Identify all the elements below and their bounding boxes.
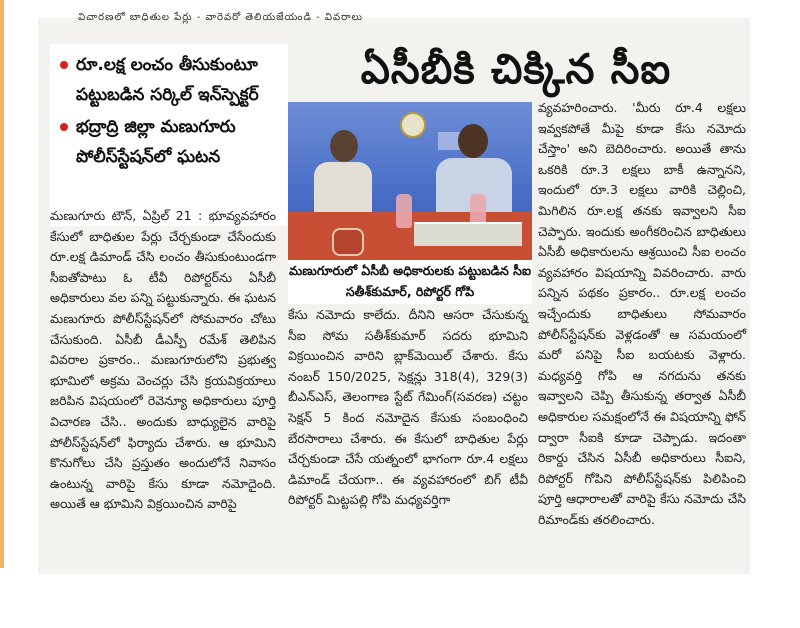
emblem-icon <box>400 112 426 138</box>
bullet-icon <box>60 61 68 69</box>
news-photo <box>288 102 532 260</box>
evidence-item <box>332 228 364 256</box>
article-column-3: వ్యవహరించారు. 'మీరు రూ.4 లక్షలు ఇవ్వకపోతే మీపై కూడా కేసు నమోదు చేస్తాం' అని బెదిరించారు. అయితే తాను ఒకరికి రూ.3 లక్షలు బాకీ ఉన్నానని, ఇందులో రూ.3 లక్షలు వారికి చెల్లించి, మిగిలిన రూ.లక్ష తనకు ఇవ్వాలని సీఐ చెప్పారు. ఇందుకు అంగీకరించిన బాధితులు ఏసీబీ అధికారులను ఆశ్రయించి సీఐ లంచం వ్యవహారం విషయాన్ని వివరించారు. వారు పన్నిన పథకం ప్రకారం.. రూ.లక్ష లంచం ఇచ్చేందుకు బాధితులు సోమవారం పోలీస్‌స్టేషన్‌కు వెళ్లడంతో ఆ సమయంలో మరో పనిపై సీఐ బయటకు వెళ్లారు. మధ్యవర్తి గోపి ఆ నగదును తనకు ఇవ్వాలని చెప్పి తీసుకున్న తర్వాత ఏసీబీ అధికారుల సమక్షంలోనే ఈ విషయాన్ని ఫోన్ ద్వారా సీఐకి కూడా చెప్పాడు. ఇదంతా రికార్డు చేసిన ఏసీబీ అధికారులు సీఐని, రిపోర్టర్ గోపిని పోలీస్‌స్టేషన్‌కు పిలిపించి పూర్తి ఆధారాలతో వారిపై కేసు నమోదు చేసి రిమాండ్‌కు తరలించారు. <box>538 100 746 527</box>
photo-caption: మణుగూరులో ఏసీబీ అధికారులకు పట్టుబడిన సీఐ సతీశ్‌కుమార్, రిపోర్టర్ గోపి <box>288 260 532 304</box>
article-column-1: మణుగూరు టౌన్, ఏప్రిల్ 21 : భూవ్యవహారం కేసులో బాధితుల పేర్లు చేర్చకుండా చేసేందుకు రూ.లక్ష డిమాండ్ చేసి లంచం తీసుకుంటుండగా సీఐతోపాటు ఓ టీవీ రిపోర్టర్‌ను ఏసీబీ అధికారులు వల పన్ని పట్టుకున్నారు. ఈ ఘటన మణుగూరు పోలీస్‌స్టేషన్‌లో సోమవారం చోటు చేసుకుంది. ఏసీబీ డీఎస్పీ రమేశ్ తెలిపిన వివరాల ప్రకారం.. మణుగూరులోని ప్రభుత్వ భూమిలో అక్రమ వెంచర్లు చేసి క్రయవిక్రయాలు జరిపిన విషయంలో రెవెన్యూ అధికారులు పూర్తి విచారణ చేసి.. అందుకు బాధ్యులైన వారిపై పోలీస్‌స్టేషన్‌లో ఫిర్యాదు చేశారు. ఆ భూమిని కొనుగోలు చేసి ప్రస్తుతం అందులోనే నివాసం ఉంటున్న వారిపై కేసు కూడా నమోదైంది. అయితే ఆ భూమిని విక్రయించిన వారిపై <box>50 208 276 512</box>
cash-bundle <box>414 222 522 246</box>
previous-article-strip: విచారణలో బాధితుల పేర్లు - వారెవరో తెలియజేయండి - వివరాలు <box>78 12 363 23</box>
subheadline-item: రూ.లక్ష లంచం తీసుకుంటూ పట్టుబడిన సర్కిల్ ఇన్‌స్పెక్టర్ <box>60 50 282 110</box>
person-left-head <box>330 130 358 162</box>
article-column-2: కేసు నమోదు కాలేదు. దీనిని ఆసరా చేసుకున్న సీఐ సోమ సతీశ్‌కుమార్ సదరు భూమిని విక్రయించిన వారిని బ్లాక్‌మెయిల్ చేశారు. కేసు నంబర్ 150/2025, సెక్షన్లు 318(4), 329(3) బీఎన్ఎస్, తెలంగాణ స్టేట్ గేమింగ్(సవరణ) చట్టం సెక్షన్ 5 కింద నమోదైన కేసుకు సంబంధించి బేరసారాలు చేశారు. ఈ కేసులో బాధితుల పేర్లు చేర్చకుండా చేసే యత్నంలో భాగంగా రూ.4 లక్షలు డిమాండ్ చేయగా.. ఈ వ్యవహారంలో బిగ్ టీవీ రిపోర్టర్ మిట్టపల్లి గోపి మధ్యవర్తిగా <box>288 307 528 508</box>
bottle-icon <box>396 194 412 228</box>
subheadline-item: భద్రాద్రి జిల్లా మణుగూరు పోలీస్‌స్టేషన్‌లో ఘటన <box>60 112 282 172</box>
bullet-icon <box>60 123 68 131</box>
subheadline-box <box>50 44 288 226</box>
page-edge <box>0 0 4 568</box>
headline: ఏసీబీకి చిక్కిన సీఐ <box>360 45 672 93</box>
person-right-head <box>458 124 488 158</box>
news-clipping <box>38 12 750 574</box>
